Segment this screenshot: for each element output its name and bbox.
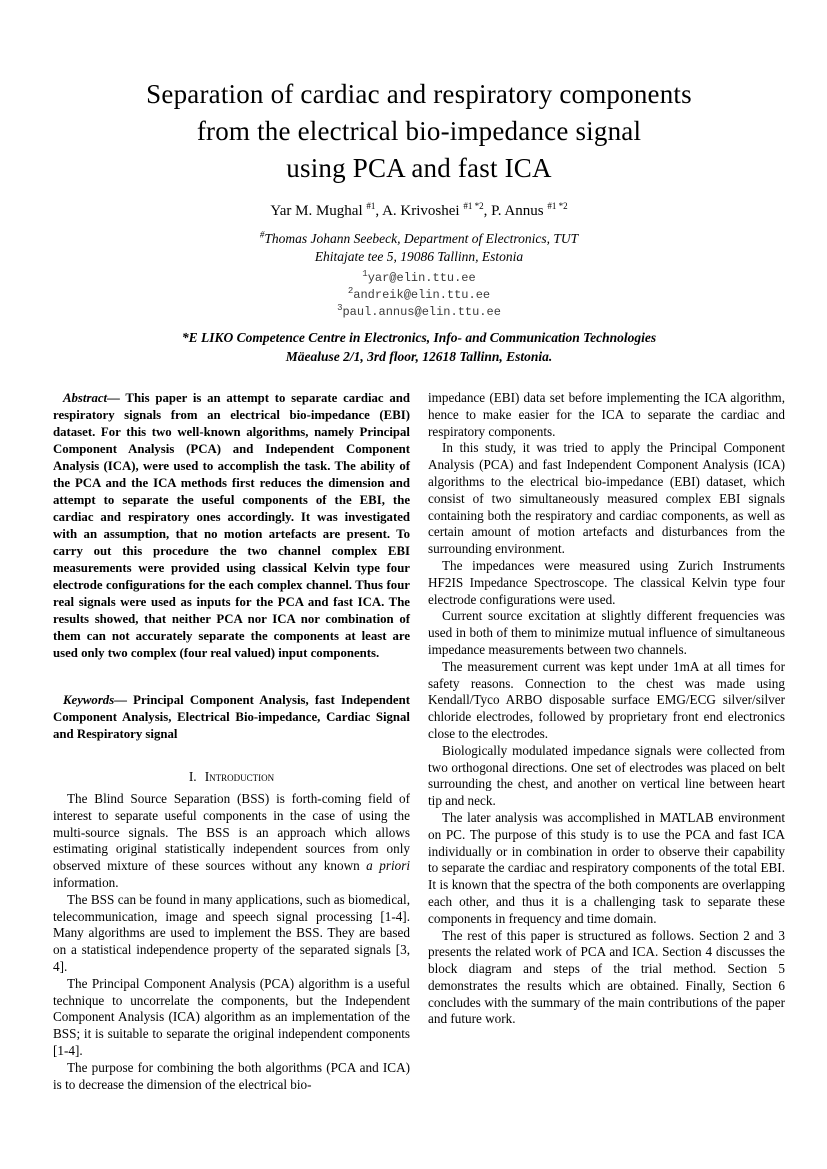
title-line-2: from the electrical bio-impedance signal [196, 116, 642, 146]
keywords-label: Keywords— [63, 693, 127, 707]
email-line-1 [53, 270, 785, 287]
body-paragraph: impedance (EBI) data set before implementing the ICA algorithm, hence to make easier for the ICA to separate the cardiac and respiratory components. [428, 390, 785, 439]
body-paragraph: The Blind Source Separation (BSS) is forth-coming field of interest to separate useful components in the case of using the multi-source signals. The BSS is an approach which allows estimating original statistically independent sources from only observed mixture of these sources without any known a priori information. [53, 791, 411, 890]
abstract-paragraph [53, 390, 410, 662]
author-1 [270, 203, 375, 219]
author-superscript: #1 [366, 201, 376, 211]
author-3: , P. Annus $^{\#1 *2}$ [483, 201, 568, 219]
author-name: Yar M. Mughal [270, 203, 367, 219]
email-block [53, 270, 785, 321]
affiliation-line: Ehitajate tee 5, 19086 Tallinn, Estonia [314, 249, 524, 264]
author-name: P. Annus [491, 203, 548, 219]
body-paragraph: The Principal Component Analysis (PCA) algorithm is a useful technique to uncorrelate the components, but the Independent Component Analysis (ICA) algorithm as an implementation of the BSS; it is suitable to separate the original independent components [1-4]. [53, 975, 410, 1058]
affiliation-2 [53, 328, 785, 366]
column-left [53, 390, 410, 1093]
abstract-text: This paper is an attempt to separate cardiac and respiratory signals from an electrical bio-impedance (EBI) dataset. For this two well-known algorithms, namely Principal Component Analysis (PCA) and Independent Component Analysis (ICA), were used to accomplish the task. The ability of the PCA and the ICA methods first reduces the dimension and attempt to separate the useful components of the EBI, the cardiac and respiratory ones accordingly. It was investigated with an assumption, that no motion artefacts are present. To carry out this procedure the two channel complex EBI measurements were provided using classical Kelvin type four electrode configurations for the each complex channel. Thus four real signals were used as inputs for the PCA and fast ICA. The results showed, that neither PCA nor ICA nor combination of them can not accurately separate the components at least are used only two complex (four real valued) input components. [53, 391, 410, 660]
body-paragraph: The impedances were measured using Zurich Instruments HF2IS Impedance Spectroscope. The classical Kelvin type four electrode configurations were used. [428, 557, 785, 607]
abstract-label: Abstract— [63, 391, 120, 405]
email-address: andreik@elin.ttu.ee [353, 288, 491, 302]
paper-title [53, 76, 785, 187]
front-matter [53, 76, 785, 366]
affiliation-1 [53, 230, 785, 266]
section-heading-introduction [53, 769, 410, 785]
body-paragraph: The rest of this paper is structured as follows. Section 2 and 3 presents the related work of PCA and ICA. Section 4 discusses the block diagram and steps of the trial method. Section 5 demonstrates the results which are obtained. Finally, Section 6 concludes with the summary of the main contributions of the paper and future work. [428, 927, 785, 1027]
keywords-paragraph [53, 692, 410, 743]
body-paragraph: Current source excitation at slightly different frequencies was used in both of them to minimize mutual influence of simultaneous impedance measurements between two channels. [428, 608, 785, 657]
email-superscript: 2 [347, 286, 354, 296]
title-line-1: Separation of cardiac and respiratory components [146, 79, 692, 109]
body-paragraph: The purpose for combining the both algorithms (PCA and ICA) is to decrease the dimension of the electrical bio- [53, 1059, 410, 1092]
two-column-body [53, 390, 785, 1093]
email-superscript: 1 [362, 269, 368, 279]
email-superscript: 3 [337, 303, 343, 313]
keywords-text: Principal Component Analysis, fast Independent Component Analysis, Electrical Bio-impedance, Cardiac Signal and Respiratory signal [53, 693, 410, 741]
body-paragraph: The measurement current was kept under 1mA at all times for safety reasons. Connection to the chest was made using Kendall/Tyco ARBO disposable surface EMG/ECG silver/silver chloride electrodes, followed by proprietary front end electronics close to the electrodes. [428, 658, 785, 741]
section-title: Introduction [204, 769, 275, 784]
italic-phrase: a priori [366, 858, 411, 874]
title-line-3: using PCA and fast ICA [286, 153, 552, 183]
email-line-3 [53, 304, 785, 321]
section-number: I. [188, 769, 197, 784]
body-paragraph: In this study, it was tried to apply the Principal Component Analysis (PCA) and fast Independent Component Analysis (ICA) algorithms to the electrical bio-impedance (EBI) dataset, which consist of two simultaneously measured complex EBI signals containing both the respiratory and cardiac components, as well as certain amount of motion artefacts and disturbances from the surrounding environment. [428, 440, 785, 557]
author-2: , A. Krivoshei $^{\#1 *2}$ [375, 201, 484, 219]
author-superscript: #1 *2 [463, 201, 484, 211]
author-name: A. Krivoshei [382, 203, 464, 219]
affiliation-line: *E LIKO Competence Centre in Electronics, Info- and Communication Technologies [181, 330, 657, 345]
email-address: yar@elin.ttu.ee [367, 271, 476, 285]
body-paragraph: Biologically modulated impedance signals were collected from two orthogonal directions. One set of electrodes was placed on belt surrounding the chest, and another on vertical line between heart tip and neck. [428, 742, 785, 809]
column-right [428, 390, 785, 1093]
body-paragraph: The later analysis was accomplished in MATLAB environment on PC. The purpose of this study is to use the PCA and fast ICA individually or in combination in order to observe their capability to separate the cardiac and respiratory components of the total EBI. It is known that the spectra of the both components are overlapping each other, and thus it is a challenging task to separate these components in frequency and time domain. [428, 809, 785, 926]
authors-line [53, 203, 785, 220]
affiliation-line: #Thomas Johann Seebeck, Department of Electronics, TUT [259, 229, 579, 246]
affiliation-line: Mäealuse 2/1, 3rd floor, 12618 Tallinn, Estonia. [285, 349, 553, 364]
author-superscript: #1 *2 [547, 201, 568, 211]
affiliation-superscript: # [259, 229, 265, 240]
email-line-2 [53, 287, 785, 304]
email-address: paul.annus@elin.ttu.ee [342, 305, 501, 319]
body-paragraph: The BSS can be found in many applications, such as biomedical, telecommunication, image and speech signal processing [1-4]. Many algorithms are used to implement the BSS. They are based on a statistical independence property of the separated signals [3, 4]. [53, 891, 410, 974]
